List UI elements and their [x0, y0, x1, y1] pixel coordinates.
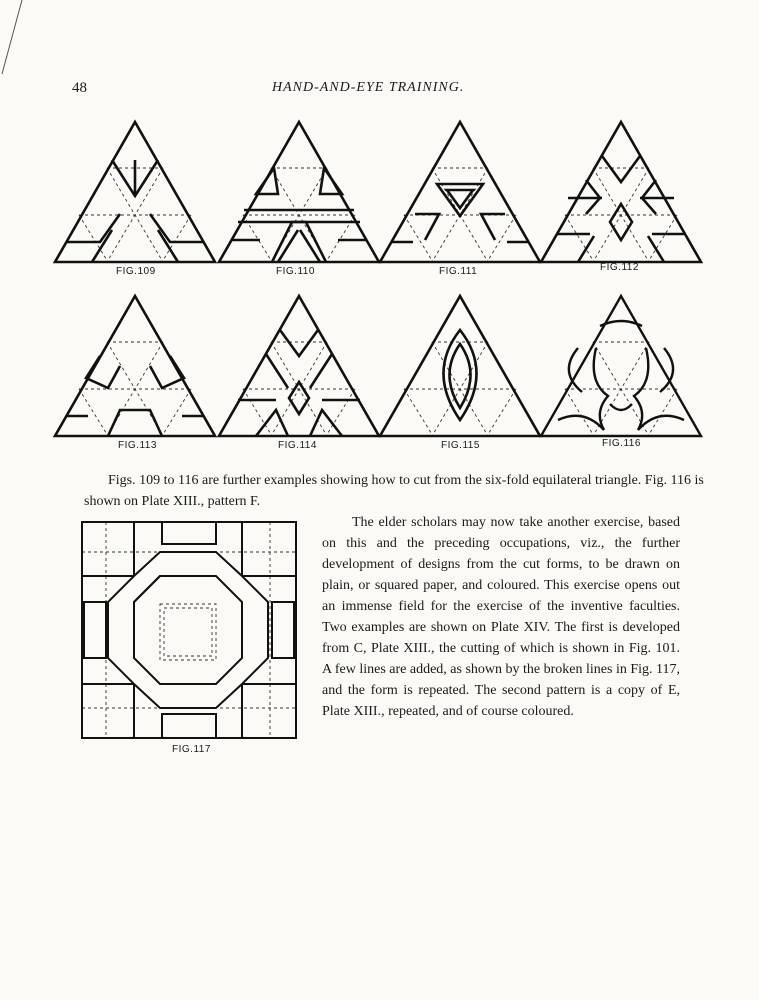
body-paragraph-block [322, 512, 680, 722]
triangle-diagram-116 [538, 292, 704, 440]
square-diagram-117 [80, 520, 300, 742]
running-title: HAND-AND-EYE TRAINING. [272, 80, 465, 95]
fig-label-111: FIG.111 [439, 266, 478, 277]
triangle-diagram-114 [216, 292, 382, 440]
page-number: 48 [72, 80, 87, 96]
fig-label-117: FIG.117 [172, 744, 211, 755]
caption-text: Figs. 109 to 116 are further examples showing how to cut from the six-fold equilateral triangle. Fig. 116 is shown on Plate XIII., pattern F. [84, 473, 704, 509]
figure-111 [377, 118, 543, 277]
figure-109 [52, 118, 218, 277]
triangle-diagram-111 [377, 118, 543, 266]
fig-label-116: FIG.116 [602, 438, 641, 449]
fig-label-110: FIG.110 [276, 266, 315, 277]
triangle-diagram-112 [538, 118, 704, 266]
triangle-diagram-115 [377, 292, 543, 440]
page-header [72, 80, 692, 100]
figure-112 [538, 118, 704, 273]
fig-label-112: FIG.112 [600, 262, 639, 273]
body-paragraph: The elder scholars may now take another exercise, based on this and the preceding occupations, viz., the further development of designs from the cut forms, to be drawn on plain, or squared paper, and coloured. This exercise opens out an immense field for the exercise of the inventive faculties. Two examples are shown on Plate XIV. The first is developed from C, Plate XIII., the cutting of which is shown in Fig. 101. A few lines are added, as shown by the broken lines in Fig. 117, and the form is repeated. The second pattern is a copy of E, Plate XIII., repeated, and of course coloured. [322, 515, 680, 719]
triangle-diagram-109 [52, 118, 218, 266]
figure-caption [84, 470, 704, 512]
fig-label-114: FIG.114 [278, 440, 317, 451]
figure-110 [216, 118, 382, 277]
scan-margin-mark [0, 0, 30, 80]
figure-113 [52, 292, 218, 451]
triangle-diagram-113 [52, 292, 218, 440]
triangle-diagram-110 [216, 118, 382, 266]
figure-115 [377, 292, 543, 451]
figure-114 [216, 292, 382, 451]
fig-label-109: FIG.109 [116, 266, 156, 277]
figure-117 [80, 520, 300, 755]
figure-116 [538, 292, 704, 449]
fig-label-113: FIG.113 [118, 440, 157, 451]
fig-label-115: FIG.115 [441, 440, 480, 451]
